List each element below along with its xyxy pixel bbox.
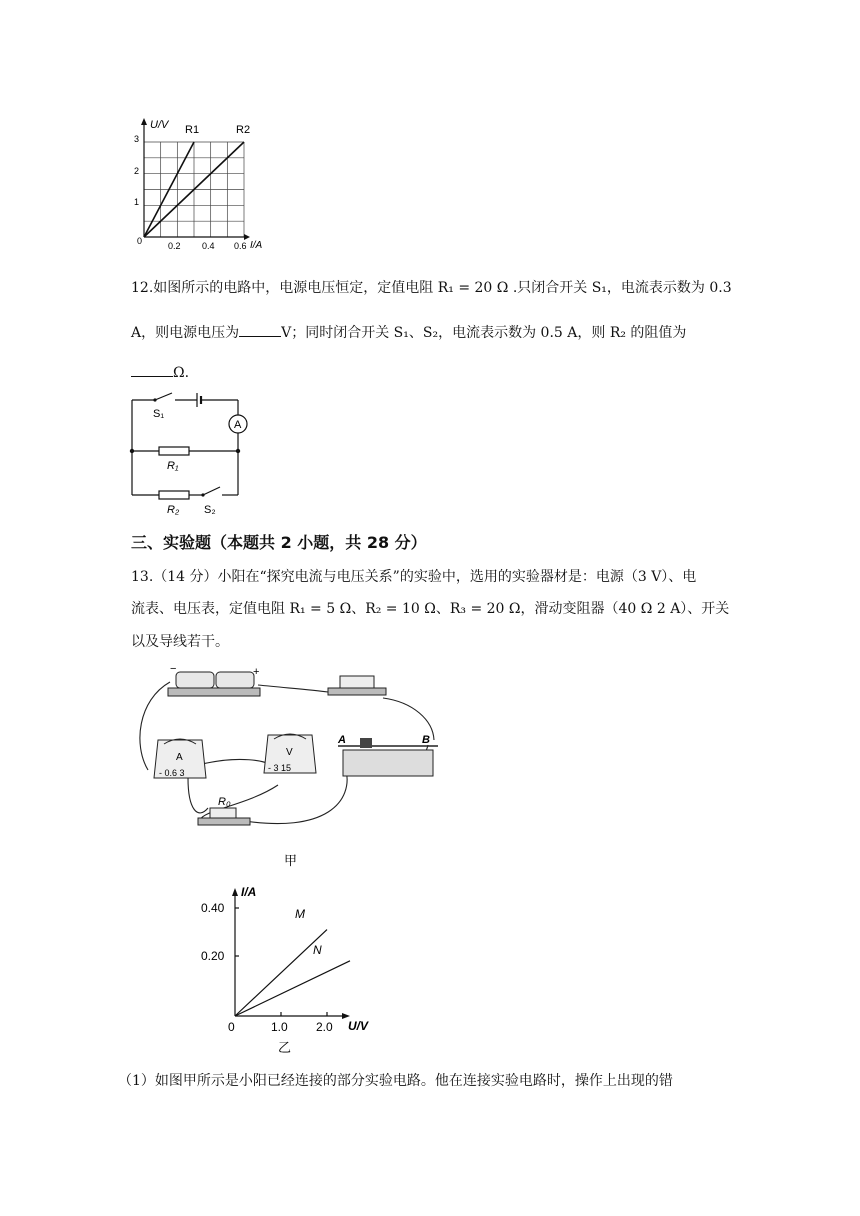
ammeter-device — [154, 739, 206, 778]
answer-blank-voltage[interactable] — [239, 322, 281, 337]
battery-pack — [168, 663, 260, 696]
chart1-ytick: 1 — [134, 197, 140, 207]
rheostat-terminal-a: A — [338, 734, 346, 746]
voltmeter-device-label: V — [286, 747, 293, 758]
chart2-xtick: 2.0 — [316, 1020, 333, 1034]
circuit-diagram — [125, 388, 260, 516]
battery-plus-sign: + — [253, 666, 260, 678]
q12-line2-part-a: A，则电源电压为 — [131, 325, 240, 341]
chart2-xlabel: U/V — [348, 1019, 369, 1033]
battery-minus-sign: − — [170, 663, 177, 675]
chart1-xtick: 0.6 — [234, 241, 247, 251]
rheostat-terminal-b: B — [422, 734, 430, 746]
resistor-r2-label: R₂ — [167, 504, 180, 516]
knife-switch — [328, 676, 386, 695]
q13-line3: 以及导线若干。 — [131, 634, 229, 650]
chart1-ylabel: U/V — [150, 119, 169, 131]
ammeter-device-label: A — [176, 752, 183, 763]
ammeter-label: A — [234, 419, 242, 431]
resistor-r0-label: R₀ — [218, 796, 231, 808]
chart2-axes — [235, 892, 345, 1016]
chart1-origin: 0 — [137, 236, 143, 246]
sliding-rheostat — [337, 734, 438, 776]
chart1-series-label-r2: R2 — [236, 124, 251, 136]
chart1-xtick: 0.4 — [202, 241, 215, 251]
q13-part1: （1）如图甲所示是小阳已经连接的部分实验电路。他在连接实验电路时，操作上出现的错 — [118, 1073, 673, 1089]
switch-s1-blade — [155, 393, 172, 400]
chart1-ytick: 2 — [134, 166, 140, 176]
chart2-ytick: 0.40 — [201, 901, 225, 915]
switch-s2-blade — [203, 487, 220, 495]
junction-node — [130, 449, 134, 453]
switch-s1-label: S₁ — [153, 408, 165, 420]
chart1-axes — [141, 118, 250, 240]
chart2-ylabel: I/A — [241, 885, 257, 899]
voltmeter-device — [264, 734, 316, 773]
switch-s2-label: S₂ — [204, 504, 216, 516]
chart2-origin: 0 — [228, 1020, 235, 1034]
q12-line3-text: Ω. — [173, 365, 190, 381]
resistor-r1 — [159, 447, 189, 455]
q13-line2: 流表、电压表，定值电阻 R₁ = 5 Ω、R₂ = 10 Ω、R₃ = 20 Ω，滑动变阻器（40 Ω 2 A）、开关 — [131, 601, 730, 617]
iu-graph-m-n — [195, 880, 385, 1055]
chart2-ytick: 0.20 — [201, 949, 225, 963]
resistor-r2 — [159, 491, 189, 499]
chart1-series-label-r1: R1 — [185, 124, 200, 136]
answer-blank-resistance[interactable] — [131, 362, 173, 377]
ammeter-terminals: - 0.6 3 — [159, 768, 185, 778]
chart1-xlabel: I/A — [250, 240, 263, 251]
q13-line1: 13.（14 分）小阳在“探究电流与电压关系”的实验中，选用的实验器材是：电源（3 V）、电 — [131, 569, 697, 585]
chart2-xtick: 1.0 — [271, 1020, 288, 1034]
chart2-series-line-n — [235, 961, 350, 1016]
resistor-r1-label: R₁ — [167, 460, 179, 472]
apparatus-illustration — [128, 660, 448, 875]
voltmeter-terminals: - 3 15 — [268, 763, 292, 773]
chart2-series-label-m: M — [295, 907, 305, 921]
q12-line2 — [131, 322, 686, 342]
figure-caption-yi: 乙 — [278, 1040, 292, 1055]
q12-line3 — [131, 362, 189, 381]
junction-node — [236, 449, 240, 453]
section3-heading: 三、实验题（本题共 2 小题，共 28 分） — [131, 533, 427, 552]
chart1-xtick: 0.2 — [168, 241, 181, 251]
ui-graph-r1-r2 — [120, 112, 263, 252]
figure-caption-jia: 甲 — [284, 853, 298, 868]
q12-line1: 12.如图所示的电路中，电源电压恒定，定值电阻 R₁ = 20 Ω .只闭合开关 S₁，电流表示数为 0.3 — [131, 280, 732, 296]
chart1-ytick: 3 — [134, 134, 140, 144]
chart2-series-label-n: N — [313, 943, 322, 957]
q12-line2-part-b: V；同时闭合开关 S₁、S₂，电流表示数为 0.5 A，则 R₂ 的阻值为 — [281, 325, 687, 341]
